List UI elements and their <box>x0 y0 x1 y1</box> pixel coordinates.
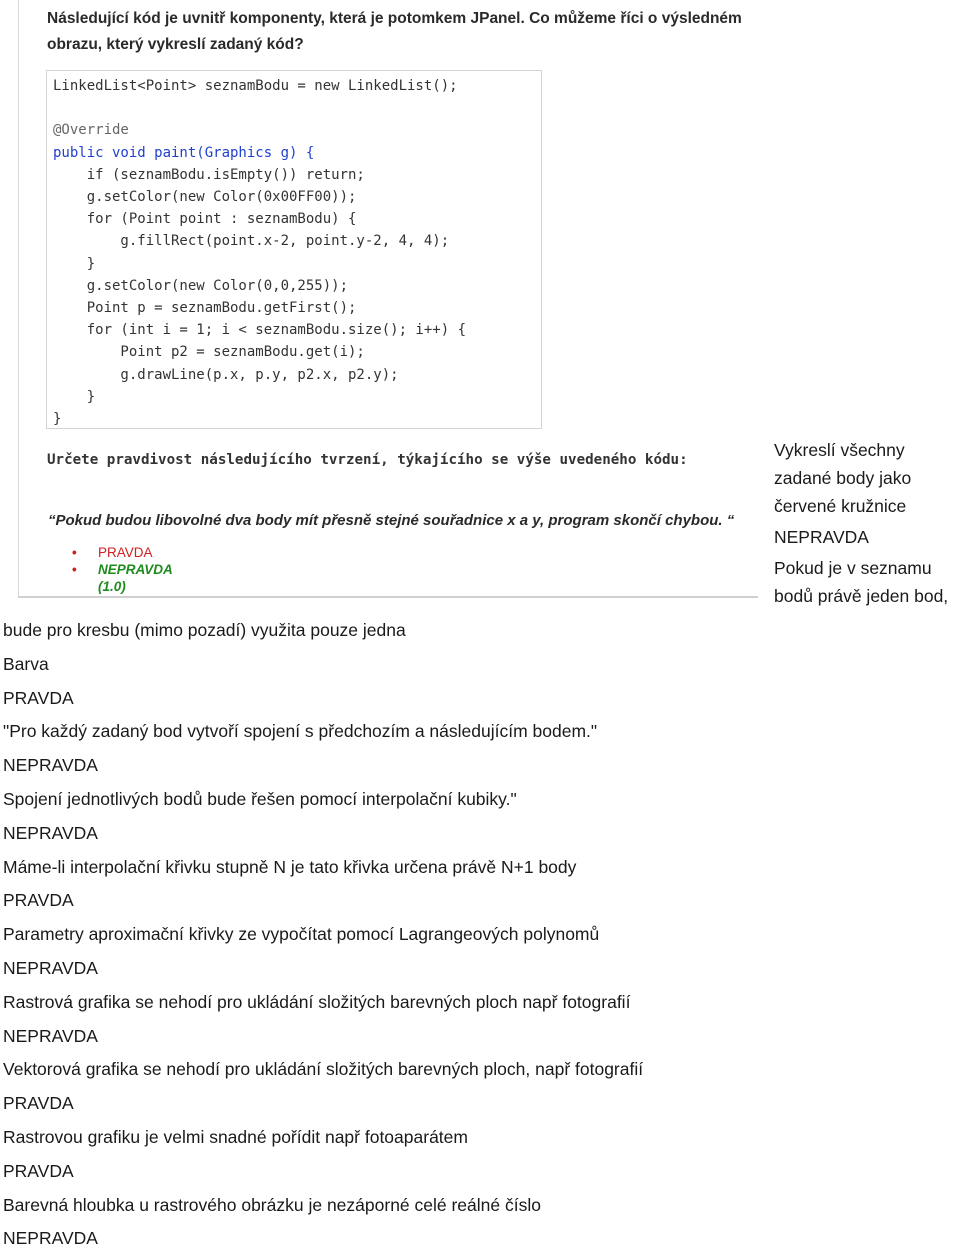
code-box <box>46 70 542 429</box>
list-verdict: PRAVDA <box>3 1160 74 1181</box>
list-line: Spojení jednotlivých bodů bude řešen pomocí interpolační kubiky." <box>3 788 517 809</box>
code-line-1: LinkedList<Point> seznamBodu = new LinkedList(); <box>53 78 458 94</box>
list-verdict: NEPRAVDA <box>3 822 98 843</box>
list-verdict: NEPRAVDA <box>3 957 98 978</box>
right-verdict-1: NEPRAVDA <box>774 527 869 547</box>
list-line: Máme-li interpolační křivku stupně N je tato křivka určena právě N+1 body <box>3 856 577 877</box>
code-line-3: @Override <box>53 122 129 139</box>
list-line: Vektorová grafika se nehodí pro ukládání složitých barevných ploch, např fotografií <box>3 1059 644 1080</box>
bullet-icon: • <box>72 545 77 560</box>
answer-score: (1.0) <box>98 579 126 594</box>
code-line-9: } <box>53 255 96 272</box>
code-line-7: for (Point point : seznamBodu) { <box>53 211 357 228</box>
list-verdict: NEPRAVDA <box>3 1228 98 1249</box>
prompt-text: Určete pravdivost následujícího tvrzení, týkajícího se výše uvedeného kódu: <box>47 452 688 468</box>
code-line-13: Point p2 = seznamBodu.get(i); <box>53 344 365 361</box>
list-verdict: PRAVDA <box>3 890 74 911</box>
answer-label: PRAVDA <box>98 545 153 560</box>
code-line-15: } <box>53 388 96 405</box>
statement-list <box>3 614 953 1256</box>
list-line: Barva <box>3 653 49 674</box>
statement-text: “Pokud budou libovolné dva body mít přesně stejné souřadnice x a y, program skončí chybou. “ <box>48 512 735 529</box>
right-paragraph-1: Vykreslí všechny zadané body jako červené kružnice <box>774 440 912 516</box>
list-verdict: PRAVDA <box>3 687 74 708</box>
list-verdict: PRAVDA <box>3 1093 74 1114</box>
list-line: Parametry aproximační křivky ze vypočítat pomocí Lagrangeových polynomů <box>3 924 600 945</box>
bullet-icon: • <box>72 562 77 577</box>
code-line-12: for (int i = 1; i < seznamBodu.size(); i++) { <box>53 322 467 339</box>
list-line: Rastrovou grafiku je velmi snadné pořídit např fotoaparátem <box>3 1126 468 1147</box>
screenshot-border <box>18 0 19 598</box>
list-verdict: NEPRAVDA <box>3 755 98 776</box>
code-line-16: } <box>53 411 62 428</box>
code-line-6: g.setColor(new Color(0x00FF00)); <box>53 189 357 206</box>
code-line-5: if (seznamBodu.isEmpty()) return; <box>53 166 365 183</box>
list-verdict: NEPRAVDA <box>3 1025 98 1046</box>
answer-list <box>72 544 173 595</box>
list-line: bude pro kresbu (mimo pozadí) využita pouze jedna <box>3 620 406 640</box>
question-text: Následující kód je uvnitř komponenty, která je potomkem JPanel. Co můžeme říci o výsledném obrazu, který vykreslí zadaný kód? <box>47 10 742 53</box>
answer-option-pravda <box>72 544 173 561</box>
screenshot-border <box>18 596 758 598</box>
code-listing <box>53 75 466 430</box>
code-line-8: g.fillRect(point.x-2, point.y-2, 4, 4); <box>53 233 450 250</box>
code-line-11: Point p = seznamBodu.getFirst(); <box>53 300 357 317</box>
code-line-4: public void paint(Graphics g) { <box>53 144 315 161</box>
quiz-screenshot <box>18 0 758 598</box>
code-line-10: g.setColor(new Color(0,0,255)); <box>53 277 349 294</box>
right-column <box>774 436 960 610</box>
list-line: Rastrová grafika se nehodí pro ukládání složitých barevných ploch např fotografií <box>3 991 631 1012</box>
list-line: "Pro každý zadaný bod vytvoří spojení s předchozím a následujícím bodem." <box>3 721 598 742</box>
answer-label: NEPRAVDA <box>98 562 173 577</box>
right-paragraph-2: Pokud je v seznamu bodů právě jeden bod, <box>774 558 949 606</box>
answer-option-nepravda <box>72 561 173 595</box>
list-line: Barevná hloubka u rastrového obrázku je nezáporné celé reálné číslo <box>3 1194 541 1215</box>
code-line-14: g.drawLine(p.x, p.y, p2.x, p2.y); <box>53 366 399 383</box>
